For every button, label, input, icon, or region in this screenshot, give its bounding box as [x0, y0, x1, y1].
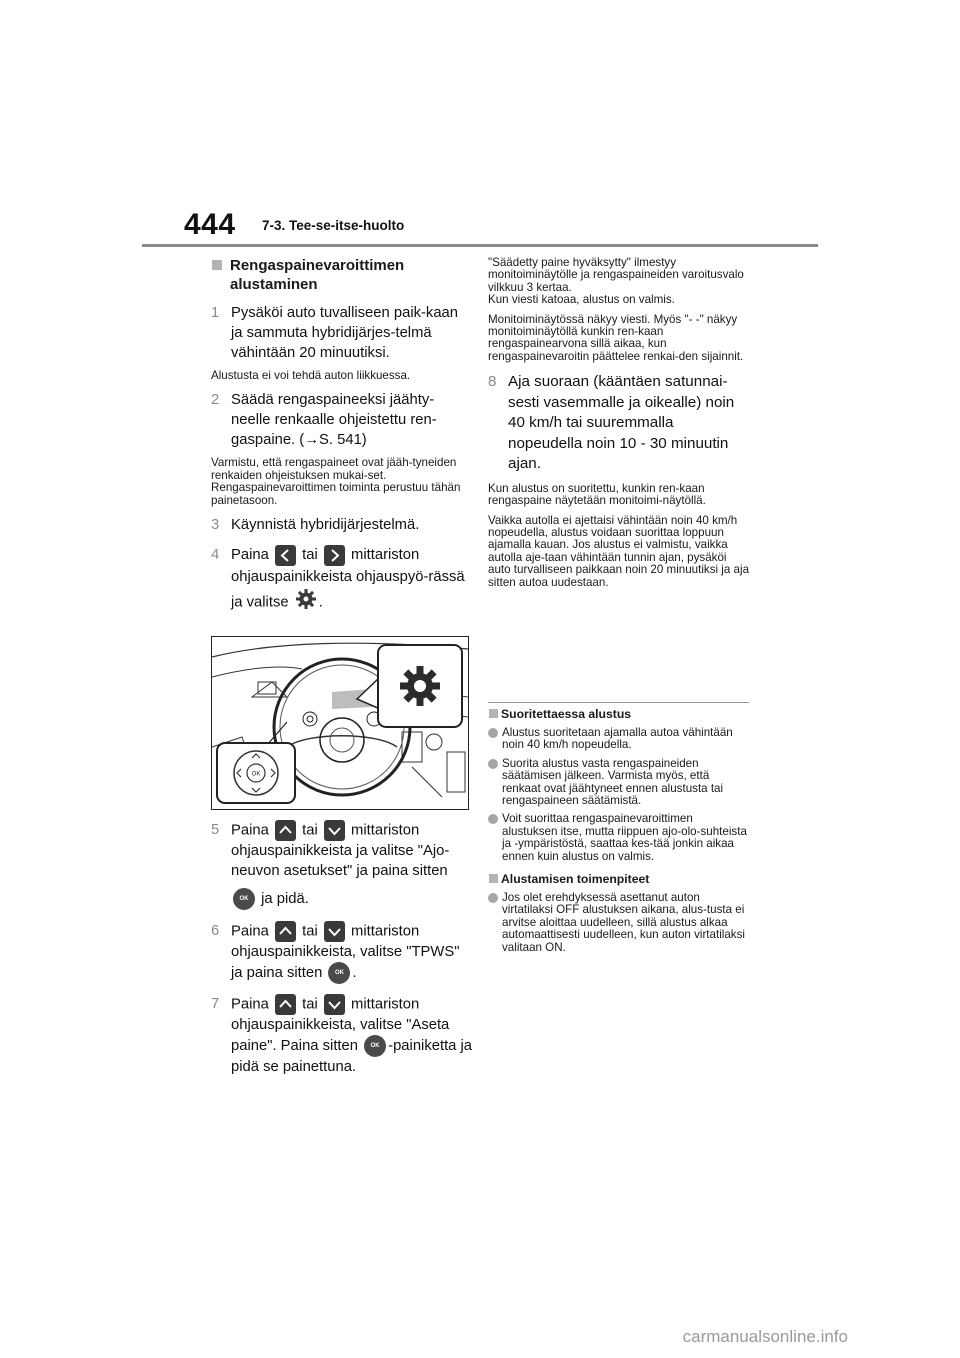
bullet-1: Alustus suoritetaan ajamalla autoa vähintään noin 40 km/h nopeudella.	[488, 727, 750, 752]
chevron-down-icon	[324, 820, 345, 841]
header-rule	[142, 244, 818, 247]
bullet-3: Voit suorittaa rengaspainevaroittimen alustuksen itse, mutta riippuen ajo-olo-suhteista ja -ympäristöstä, saattaa kes-tää jonkin aikaa ennen kuin alustus on valmis.	[488, 813, 750, 863]
step-5: 5 Paina tai mittariston ohjauspainikkeista ja valitse "Ajo-neuvon asetukset" ja paina sitten OK ja pidä.	[211, 820, 473, 911]
ok-button-icon: OK	[328, 962, 350, 984]
step-8: 8 Aja suoraan (kääntäen satunnai-sesti vasemmalle ja oikealle) noin 40 km/h tai suuremmalla nopeudella noin 10 - 30 minuutin ajan.	[488, 373, 735, 473]
subheading-procedures: Alustamisen toimenpiteet	[488, 872, 750, 886]
step-1: 1 Pysäköi auto tuvalliseen paik-kaan ja sammuta hybridijärjes-telmä vähintään 20 minuutiksi.	[211, 305, 459, 361]
section-divider	[488, 702, 749, 703]
section-title: 7-3. Tee-se-itse-huolto	[262, 218, 405, 233]
paragraph-4: Vaikka autolla ei ajettaisi vähintään noin 40 km/h nopeudella, alustus voidaan suorittaa loppuun ajamalla kauan. Jos alustus ei valmistu, vaikka autolla aje-taan vähintään tunnin ajan, pysäköi auto turvalliseen paikkaan noin 20 minuutiksi ja aja sitten autoa uudestaan.	[488, 513, 750, 589]
step-7: 7 Paina tai mittariston ohjauspainikkeista, valitse "Aseta paine". Paina sitten OK -painiketta ja pidä se painettuna.	[211, 996, 473, 1075]
bullet-icon	[488, 814, 498, 824]
chevron-down-icon	[324, 994, 345, 1015]
gear-icon	[295, 588, 317, 617]
chevron-left-icon	[275, 545, 296, 566]
left-column-lower	[211, 820, 473, 1077]
note-1: Alustusta ei voi tehdä auton liikkuessa.	[211, 369, 411, 382]
step-6: 6 Paina tai mittariston ohjauspainikkeista, valitse "TPWS" ja paina sitten OK .	[211, 921, 473, 984]
step-2: 2 Säädä rengaspaineeksi jäähty-neelle renkaalle ohjeistettu ren-gaspaine. (→S. 541)	[211, 392, 437, 449]
square-bullet-icon	[212, 260, 222, 270]
chevron-right-icon	[324, 545, 345, 566]
bullet-4: Jos olet erehdyksessä asettanut auton virtatilaksi OFF alustuksen aikana, alus-tusta ei arvitse aloittaa uudelleen, sillä alustus alkaa automaattisesti uudelleen, kun auton virtatilaksi valitaan ON.	[488, 892, 750, 954]
step-4: 4 Paina tai mittariston ohjauspainikkeista ohjauspyö-rässä ja valitse .	[211, 544, 473, 617]
bullet-icon	[488, 893, 498, 903]
square-bullet-icon	[489, 709, 498, 718]
chevron-up-icon	[275, 820, 296, 841]
ok-button-label: OK	[251, 771, 261, 778]
bullet-2: Suorita alustus vasta rengaspaineiden säätämisen jälkeen. Varmista myös, että renkaat ovat jäähtyneet ennen alustusta tai rengaspaineen säätämistä.	[488, 758, 750, 808]
right-column-notes	[488, 707, 750, 954]
note-2: Varmistu, että rengaspaineet ovat jääh-tyneiden renkaiden ohjeistuksen mukai-set. Rengaspainevaroittimen toiminta perustuu tähän painetasoon.	[211, 456, 461, 507]
left-column	[211, 256, 473, 617]
page-number: 444	[184, 208, 236, 241]
ok-button-icon: OK	[233, 888, 255, 910]
watermark: carmanualsonline.info	[682, 1327, 848, 1346]
paragraph-1: "Säädetty paine hyväksytty" ilmestyy monitoiminäytölle ja rengaspaineiden varoitusvalo vilkkuu 3 kertaa. Kun viesti katoaa, alustus on valmis.	[488, 256, 744, 307]
square-bullet-icon	[489, 874, 498, 883]
paragraph-2: Monitoiminäytössä näkyy viesti. Myös "- -" näkyy monitoiminäytöllä kunkin ren-kaan rengaspainearvona sillä aikaa, kun rengaspainevaroitin päättelee renkai-den sijainnit.	[488, 312, 744, 363]
chevron-down-icon	[324, 921, 345, 942]
steering-wheel-illustration	[211, 636, 469, 810]
ok-button-icon: OK	[364, 1035, 386, 1057]
bullet-icon	[488, 759, 498, 769]
subheading-initialization: Suoritettaessa alustus	[488, 707, 750, 721]
paragraph-3: Kun alustus on suoritettu, kunkin ren-kaan rengaspaine näytetään monitoimi-näytöllä.	[488, 481, 706, 508]
chevron-up-icon	[275, 921, 296, 942]
right-column	[488, 257, 750, 589]
step-3: 3 Käynnistä hybridijärjestelmä.	[211, 517, 420, 534]
bullet-icon	[488, 728, 498, 738]
section-heading: Rengaspainevaroittimen alustaminen	[211, 256, 473, 294]
chevron-up-icon	[275, 994, 296, 1015]
